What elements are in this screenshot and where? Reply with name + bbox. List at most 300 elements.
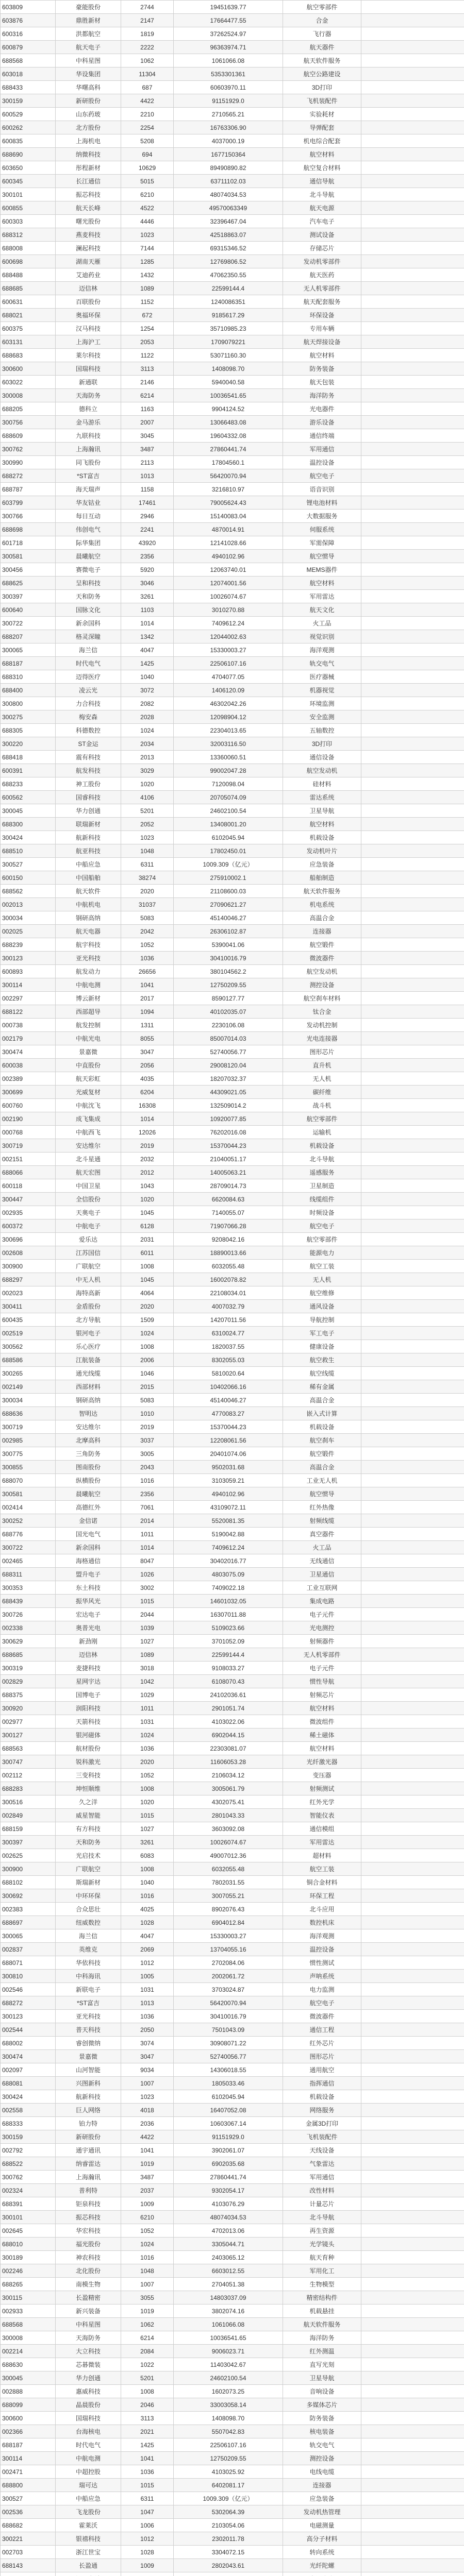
empty-cell (361, 429, 464, 443)
empty-cell (361, 965, 464, 978)
count-cell: 2034 (121, 737, 174, 751)
stock-name-cell: 广联航空 (56, 1260, 121, 1273)
stock-name-cell: 星网宇达 (56, 1675, 121, 1688)
table-row (1, 871, 464, 885)
table-row (1, 1849, 464, 1862)
stock-name-cell: 海特高新 (56, 1286, 121, 1300)
table-row (1, 1, 464, 14)
stock-code-cell: 600640 (1, 603, 56, 617)
stock-code-cell: 002829 (1, 1675, 56, 1688)
empty-cell (361, 2278, 464, 2291)
empty-cell (361, 2130, 464, 2144)
stock-code-cell: 688625 (1, 577, 56, 590)
stock-name-cell: 莱尔科技 (56, 349, 121, 362)
empty-cell (361, 1675, 464, 1688)
stock-code-cell: 688698 (1, 523, 56, 536)
count-cell: 1039 (121, 1621, 174, 1635)
amount-cell: 20401074.06 (174, 1447, 283, 1461)
table-row (1, 1728, 464, 1742)
stock-name-cell: 中超控股 (56, 2465, 121, 2479)
stock-name-cell: 国瑞科技 (56, 2412, 121, 2425)
stock-name-cell: 银禧科技 (56, 2532, 121, 2546)
amount-cell: 2802043.61 (174, 2559, 283, 2572)
empty-cell (361, 443, 464, 456)
amount-cell: 4940102.96 (174, 550, 283, 563)
amount-cell: 6102045.94 (174, 2090, 283, 2104)
stock-code-cell: 688099 (1, 2398, 56, 2412)
amount-cell: 22108034.01 (174, 1286, 283, 1300)
category-cell: 环保设备 (283, 309, 361, 322)
category-cell: 军工电子 (283, 1327, 361, 1340)
count-cell: 5920 (121, 563, 174, 577)
table-row (1, 1112, 464, 1126)
amount-cell: 4704077.05 (174, 670, 283, 684)
stock-code-cell: 600345 (1, 175, 56, 188)
stock-code-cell: 600038 (1, 1059, 56, 1072)
count-cell: 43920 (121, 536, 174, 550)
count-cell: 1023 (121, 228, 174, 242)
stock-name-cell: *ST富吉 (56, 1996, 121, 2010)
empty-cell (361, 94, 464, 108)
table-row (1, 1059, 464, 1072)
count-cell: 2222 (121, 41, 174, 54)
stock-code-cell: 688187 (1, 2438, 56, 2452)
category-cell: 无线通信 (283, 1554, 361, 1568)
empty-cell (361, 1916, 464, 1929)
amount-cell: 12074001.56 (174, 577, 283, 590)
category-cell: 大数据服务 (283, 510, 361, 523)
count-cell: 1036 (121, 2465, 174, 2479)
amount-cell: 4037000.19 (174, 134, 283, 148)
stock-table-body (1, 1, 464, 2576)
stock-code-cell: 603876 (1, 14, 56, 27)
stock-code-cell: 603131 (1, 335, 56, 349)
empty-cell (361, 1608, 464, 1621)
stock-name-cell: 西部超导 (56, 1005, 121, 1019)
stock-name-cell: 华设集团 (56, 67, 121, 81)
empty-cell (361, 2358, 464, 2371)
amount-cell: 2901051.74 (174, 1702, 283, 1715)
empty-cell (361, 536, 464, 550)
stock-name-cell: 鼎胜新材 (56, 14, 121, 27)
empty-cell (361, 563, 464, 577)
category-cell: 航空材料 (283, 349, 361, 362)
amount-cell: 15330003.27 (174, 643, 283, 657)
empty-cell (361, 1702, 464, 1715)
empty-cell (361, 1032, 464, 1045)
category-cell: 通信导航 (283, 175, 361, 188)
stock-code-cell: 688159 (1, 1822, 56, 1836)
category-cell: 军用雷达 (283, 1836, 361, 1849)
empty-cell (361, 268, 464, 282)
category-cell: 指挥通信 (283, 2077, 361, 2090)
count-cell: 3487 (121, 2171, 174, 2184)
count-cell: 1016 (121, 1889, 174, 1903)
count-cell: 1014 (121, 1112, 174, 1126)
stock-name-cell: 台海核电 (56, 2425, 121, 2438)
stock-code-cell: 300900 (1, 1862, 56, 1876)
amount-cell: 53071160.30 (174, 349, 283, 362)
stock-name-cell: 天奥电子 (56, 1206, 121, 1219)
category-cell: 航空锻件 (283, 1447, 361, 1461)
amount-cell: 2002061.72 (174, 1970, 283, 1983)
category-cell: 航空零部件 (283, 1, 361, 14)
stock-code-cell: 600879 (1, 41, 56, 54)
category-cell: 环保工程 (283, 1889, 361, 1903)
count-cell: 2036 (121, 2117, 174, 2130)
amount-cell: 1408098.70 (174, 2412, 283, 2425)
table-row (1, 1782, 464, 1795)
empty-cell (361, 2398, 464, 2412)
empty-cell (361, 911, 464, 925)
amount-cell: 4103022.06 (174, 1715, 283, 1728)
stock-code-cell: 600835 (1, 134, 56, 148)
stock-name-cell: 天和防务 (56, 590, 121, 603)
table-row (1, 590, 464, 603)
empty-cell (361, 2023, 464, 2037)
stock-code-cell: 688305 (1, 724, 56, 737)
stock-code-cell: 603809 (1, 1, 56, 14)
count-cell: 2013 (121, 751, 174, 764)
empty-cell (361, 2559, 464, 2572)
amount-cell: 12141028.66 (174, 536, 283, 550)
table-row (1, 1286, 464, 1300)
count-cell: 1013 (121, 469, 174, 483)
amount-cell: 9502031.68 (174, 1461, 283, 1474)
amount-cell: 29008120.04 (174, 1059, 283, 1072)
table-row (1, 577, 464, 590)
stock-name-cell: 长盈通 (56, 2559, 121, 2572)
category-cell: 防务装备 (283, 362, 361, 376)
amount-cell: 30410016.79 (174, 2010, 283, 2023)
category-cell: 航空材料 (283, 1742, 361, 1755)
stock-code-cell: 300411 (1, 1300, 56, 1313)
stock-name-cell: 大立科技 (56, 2345, 121, 2358)
empty-cell (361, 1688, 464, 1702)
stock-name-cell: 西部材料 (56, 1380, 121, 1394)
table-row (1, 2519, 464, 2532)
stock-code-cell: 300115 (1, 2291, 56, 2304)
table-row (1, 1822, 464, 1836)
category-cell: 工业无人机 (283, 1474, 361, 1487)
amount-cell: 71907066.28 (174, 1219, 283, 1233)
category-cell: 专用车辆 (283, 322, 361, 335)
amount-cell: 89490890.82 (174, 161, 283, 175)
category-cell: 航天包装 (283, 376, 361, 389)
count-cell: 5015 (121, 175, 174, 188)
stock-code-cell: 688685 (1, 1648, 56, 1662)
empty-cell (361, 309, 464, 322)
count-cell: 1094 (121, 1005, 174, 1019)
count-cell: 1062 (121, 2318, 174, 2331)
count-cell: 3113 (121, 2412, 174, 2425)
table-row (1, 1970, 464, 1983)
amount-cell: 56420070.94 (174, 469, 283, 483)
stock-code-cell: 300699 (1, 1086, 56, 1099)
stock-name-cell: 海兰信 (56, 1929, 121, 1943)
count-cell: 2020 (121, 1300, 174, 1313)
amount-cell: 10026074.67 (174, 590, 283, 603)
category-cell: 航空锻件 (283, 938, 361, 952)
stock-code-cell: 688488 (1, 268, 56, 282)
stock-name-cell: 北斗星通 (56, 1153, 121, 1166)
empty-cell (361, 1862, 464, 1876)
empty-cell (361, 791, 464, 804)
stock-code-cell: 300775 (1, 1447, 56, 1461)
count-cell: 1040 (121, 1876, 174, 1889)
amount-cell: 24102036.61 (174, 1688, 283, 1702)
stock-name-cell: 合众思壮 (56, 1903, 121, 1916)
empty-cell (361, 1233, 464, 1246)
count-cell: 6204 (121, 1086, 174, 1099)
table-row (1, 1648, 464, 1662)
stock-code-cell: 300065 (1, 1929, 56, 1943)
amount-cell: 17664477.55 (174, 14, 283, 27)
stock-code-cell: 600150 (1, 871, 56, 885)
category-cell: 天线设备 (283, 2144, 361, 2157)
table-row (1, 844, 464, 858)
stock-code-cell: 688586 (1, 1353, 56, 1367)
stock-name-cell: 华宏科技 (56, 2224, 121, 2238)
table-row (1, 710, 464, 724)
stock-name-cell: 航天电器 (56, 925, 121, 938)
amount-cell: 47062350.55 (174, 268, 283, 282)
table-row (1, 777, 464, 791)
count-cell: 1008 (121, 1862, 174, 1876)
empty-cell (361, 1996, 464, 2010)
table-row (1, 657, 464, 670)
stock-code-cell: 300034 (1, 1394, 56, 1407)
category-cell: 轨交电气 (283, 657, 361, 670)
category-cell: 防务装备 (283, 2412, 361, 2425)
empty-cell (361, 1970, 464, 1983)
stock-code-cell: 300474 (1, 2050, 56, 2063)
empty-cell (361, 630, 464, 643)
table-row (1, 1313, 464, 1327)
amount-cell: 24602100.54 (174, 804, 283, 818)
category-cell: 图形芯片 (283, 1045, 361, 1059)
table-row (1, 2345, 464, 2358)
empty-cell (361, 764, 464, 777)
category-cell: 红外测温 (283, 2345, 361, 2358)
stock-name-cell: 中国卫星 (56, 1179, 121, 1193)
amount-cell: 3701052.09 (174, 1635, 283, 1648)
count-cell: 687 (121, 81, 174, 94)
count-cell: 2028 (121, 710, 174, 724)
stock-name-cell: 航发控制 (56, 1019, 121, 1032)
table-row (1, 81, 464, 94)
amount-cell: 45140046.27 (174, 911, 283, 925)
table-row (1, 2304, 464, 2318)
empty-cell (361, 657, 464, 670)
empty-cell (361, 1541, 464, 1554)
category-cell: 测控设备 (283, 2452, 361, 2465)
empty-cell (361, 335, 464, 349)
stock-code-cell: 300756 (1, 416, 56, 429)
count-cell: 5208 (121, 134, 174, 148)
stock-name-cell: 新联电子 (56, 1983, 121, 1996)
amount-cell: 9208042.16 (174, 1233, 283, 1246)
table-row (1, 2251, 464, 2264)
stock-name-cell: 豪能股份 (56, 1, 121, 14)
amount-cell: 4803075.09 (174, 1568, 283, 1581)
stock-name-cell: 国博电子 (56, 1688, 121, 1702)
stock-code-cell: 603799 (1, 496, 56, 510)
empty-cell (361, 2331, 464, 2345)
stock-name-cell: 海格通信 (56, 1554, 121, 1568)
count-cell: 1045 (121, 1273, 174, 1286)
stock-name-cell: 麦捷科技 (56, 1662, 121, 1675)
stock-name-cell: 中航光电 (56, 1032, 121, 1045)
stock-name-cell: *ST富吉 (56, 469, 121, 483)
table-row (1, 1755, 464, 1769)
stock-name-cell: 航亚科技 (56, 844, 121, 858)
stock-name-cell: 惠威科技 (56, 2385, 121, 2398)
empty-cell (361, 108, 464, 121)
amount-cell: 8590127.77 (174, 992, 283, 1005)
count-cell: 2744 (121, 1, 174, 14)
stock-name-cell: 新研股份 (56, 2130, 121, 2144)
stock-name-cell: 中国船舶 (56, 871, 121, 885)
count-cell: 2006 (121, 1353, 174, 1367)
category-cell: 船舶制造 (283, 871, 361, 885)
empty-cell (361, 1380, 464, 1394)
category-cell: 数控机床 (283, 1916, 361, 1929)
stock-name-cell: 钢研高纳 (56, 911, 121, 925)
stock-code-cell: 688630 (1, 2358, 56, 2371)
table-row (1, 2090, 464, 2104)
count-cell: 26656 (121, 965, 174, 978)
stock-name-cell: 乐心医疗 (56, 1340, 121, 1353)
amount-cell: 5190042.88 (174, 1528, 283, 1541)
count-cell: 10629 (121, 161, 174, 175)
table-row (1, 215, 464, 228)
stock-code-cell: 300474 (1, 1045, 56, 1059)
amount-cell: 7140055.07 (174, 1206, 283, 1219)
count-cell: 1026 (121, 1568, 174, 1581)
stock-code-cell: 002025 (1, 925, 56, 938)
amount-cell: 17802450.01 (174, 844, 283, 858)
stock-code-cell: 300747 (1, 1755, 56, 1769)
table-row (1, 684, 464, 697)
empty-cell (361, 1461, 464, 1474)
stock-code-cell: 300719 (1, 1139, 56, 1153)
count-cell: 2056 (121, 1059, 174, 1072)
stock-name-cell: 普天科技 (56, 2023, 121, 2037)
stock-name-cell: 久之洋 (56, 1795, 121, 1809)
count-cell: 3037 (121, 1434, 174, 1447)
empty-cell (361, 751, 464, 764)
stock-name-cell: 中科星图 (56, 2318, 121, 2331)
amount-cell: 6902044.15 (174, 1728, 283, 1742)
table-row (1, 1019, 464, 1032)
count-cell: 6210 (121, 2211, 174, 2224)
stock-name-cell: 伟创电气 (56, 523, 121, 536)
count-cell: 1015 (121, 1809, 174, 1822)
table-row (1, 2224, 464, 2238)
stock-code-cell (1, 2572, 56, 2576)
empty-cell (361, 67, 464, 81)
amount-cell: 2230106.08 (174, 1019, 283, 1032)
stock-name-cell: 高德红外 (56, 1501, 121, 1514)
count-cell: 1509 (121, 1313, 174, 1327)
table-row (1, 2465, 464, 2479)
amount-cell (174, 2572, 283, 2576)
category-cell: 能源电力 (283, 1246, 361, 1260)
stock-code-cell: 300424 (1, 2090, 56, 2104)
stock-name-cell: 亚光科技 (56, 952, 121, 965)
count-cell: 3047 (121, 1045, 174, 1059)
stock-name-cell: 百联股份 (56, 295, 121, 309)
table-row (1, 134, 464, 148)
empty-cell (361, 1353, 464, 1367)
category-cell: 航空复合材料 (283, 161, 361, 175)
category-cell: 声呐系统 (283, 1970, 361, 1983)
count-cell: 1027 (121, 1822, 174, 1836)
stock-name-cell: 北方股份 (56, 121, 121, 134)
table-row (1, 2211, 464, 2224)
amount-cell: 5353301361 (174, 67, 283, 81)
count-cell: 1009 (121, 2197, 174, 2211)
table-row (1, 1903, 464, 1916)
empty-cell (361, 737, 464, 751)
count-cell: 1052 (121, 938, 174, 952)
count-cell: 1122 (121, 349, 174, 362)
category-cell: 航空零部件 (283, 1112, 361, 1126)
table-row (1, 697, 464, 710)
category-cell: 机载设备 (283, 2090, 361, 2104)
count-cell: 2082 (121, 697, 174, 710)
count-cell: 1022 (121, 2358, 174, 2371)
category-cell: MEMS器件 (283, 563, 361, 577)
stock-code-cell: 600855 (1, 201, 56, 215)
stock-name-cell: 安达维尔 (56, 1139, 121, 1153)
amount-cell: 19451639.77 (174, 1, 283, 14)
empty-cell (361, 1956, 464, 1970)
stock-name-cell: 九联科技 (56, 429, 121, 443)
table-row (1, 389, 464, 402)
stock-code-cell: 002246 (1, 2264, 56, 2278)
amount-cell: 16407052.08 (174, 2104, 283, 2117)
count-cell: 1041 (121, 2144, 174, 2157)
amount-cell: 21108600.03 (174, 885, 283, 898)
category-cell: 军用雷达 (283, 590, 361, 603)
table-row (1, 27, 464, 41)
empty-cell (361, 643, 464, 657)
empty-cell (361, 161, 464, 175)
empty-cell (361, 1635, 464, 1648)
table-row (1, 751, 464, 764)
table-row (1, 2130, 464, 2144)
stock-name-cell: 三角防务 (56, 1447, 121, 1461)
table-row (1, 1045, 464, 1059)
amount-cell: 1240086351 (174, 295, 283, 309)
category-cell: 通用航空 (283, 2063, 361, 2077)
count-cell: 1158 (121, 483, 174, 496)
stock-code-cell: 688562 (1, 885, 56, 898)
stock-name-cell: 际华集团 (56, 536, 121, 550)
amount-cell: 49007012.36 (174, 1849, 283, 1862)
stock-code-cell: 688568 (1, 54, 56, 67)
empty-cell (361, 1487, 464, 1501)
category-cell: 雷达系统 (283, 791, 361, 804)
table-row (1, 1528, 464, 1541)
empty-cell (361, 1849, 464, 1862)
empty-cell (361, 2211, 464, 2224)
category-cell: 核电装备 (283, 2425, 361, 2438)
table-row (1, 1635, 464, 1648)
stock-code-cell: 002558 (1, 2104, 56, 2117)
